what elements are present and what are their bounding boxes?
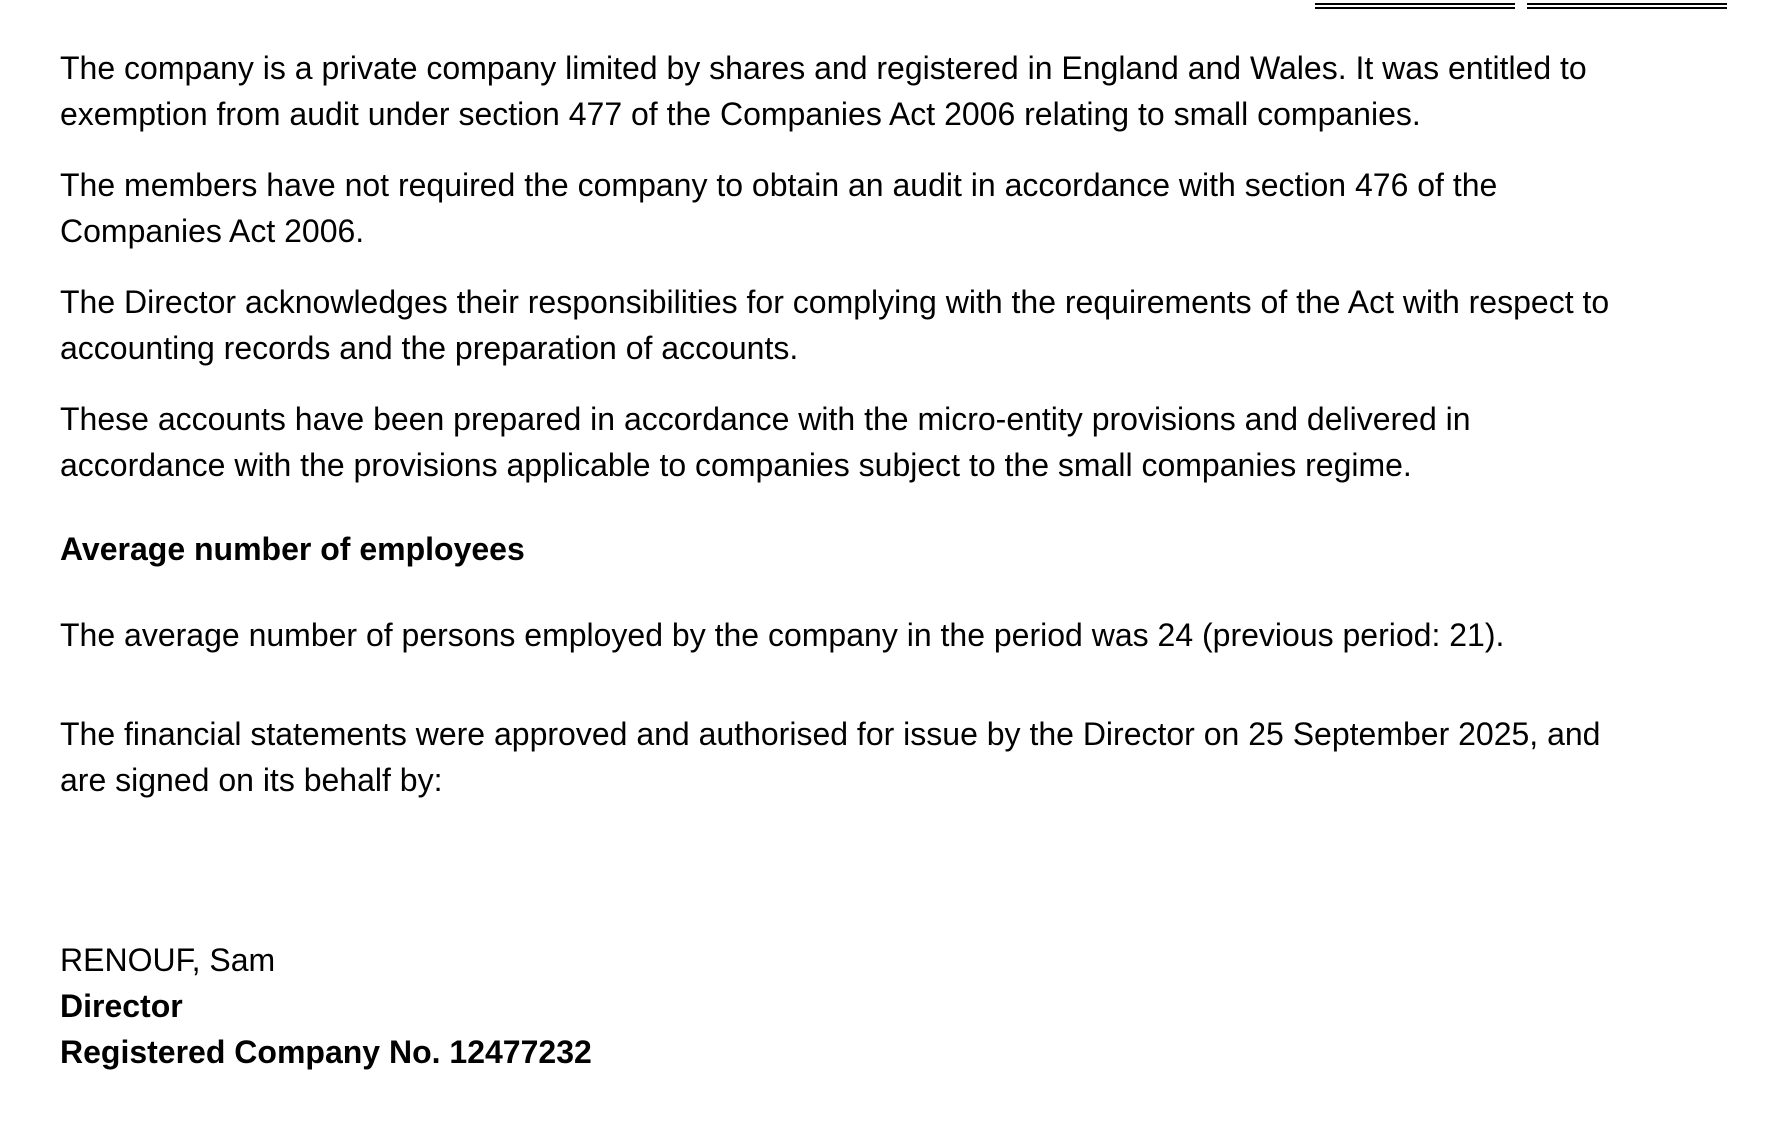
statement-line: are signed on its behalf by: [60, 762, 443, 798]
total-double-underline [1315, 3, 1515, 9]
employees-statement [60, 612, 1740, 658]
micro-entity-statement [60, 396, 1740, 488]
audit-exemption-statement [60, 45, 1740, 137]
statement-line: These accounts have been prepared in accordance with the micro-entity provisions and delivered in [60, 401, 1471, 437]
statement-line: The company is a private company limited by shares and registered in England and Wales. It was entitled to [60, 50, 1587, 86]
total-double-underline [1527, 3, 1727, 9]
statement-line: Companies Act 2006. [60, 213, 365, 249]
statement-line: The members have not required the company to obtain an audit in accordance with section 476 of the [60, 167, 1498, 203]
signatory-name: RENOUF, Sam [60, 942, 276, 978]
approval-statement [60, 711, 1740, 803]
statement-line: The financial statements were approved and authorised for issue by the Director on 25 September 2025, and [60, 716, 1601, 752]
members-audit-statement [60, 162, 1740, 254]
statement-line: exemption from audit under section 477 of the Companies Act 2006 relating to small companies. [60, 96, 1421, 132]
statement-line: accounting records and the preparation of accounts. [60, 330, 799, 366]
statement-line: The Director acknowledges their responsibilities for complying with the requirements of the Act with respect to [60, 284, 1610, 320]
director-responsibilities-statement [60, 279, 1740, 371]
statement-line: The average number of persons employed by the company in the period was 24 (previous period: 21). [60, 617, 1505, 653]
signatory-role: Director [60, 988, 183, 1024]
employees-heading: Average number of employees [60, 531, 525, 567]
statement-line: accordance with the provisions applicable to companies subject to the small companies regime. [60, 447, 1412, 483]
registered-company-number: Registered Company No. 12477232 [60, 1034, 592, 1070]
